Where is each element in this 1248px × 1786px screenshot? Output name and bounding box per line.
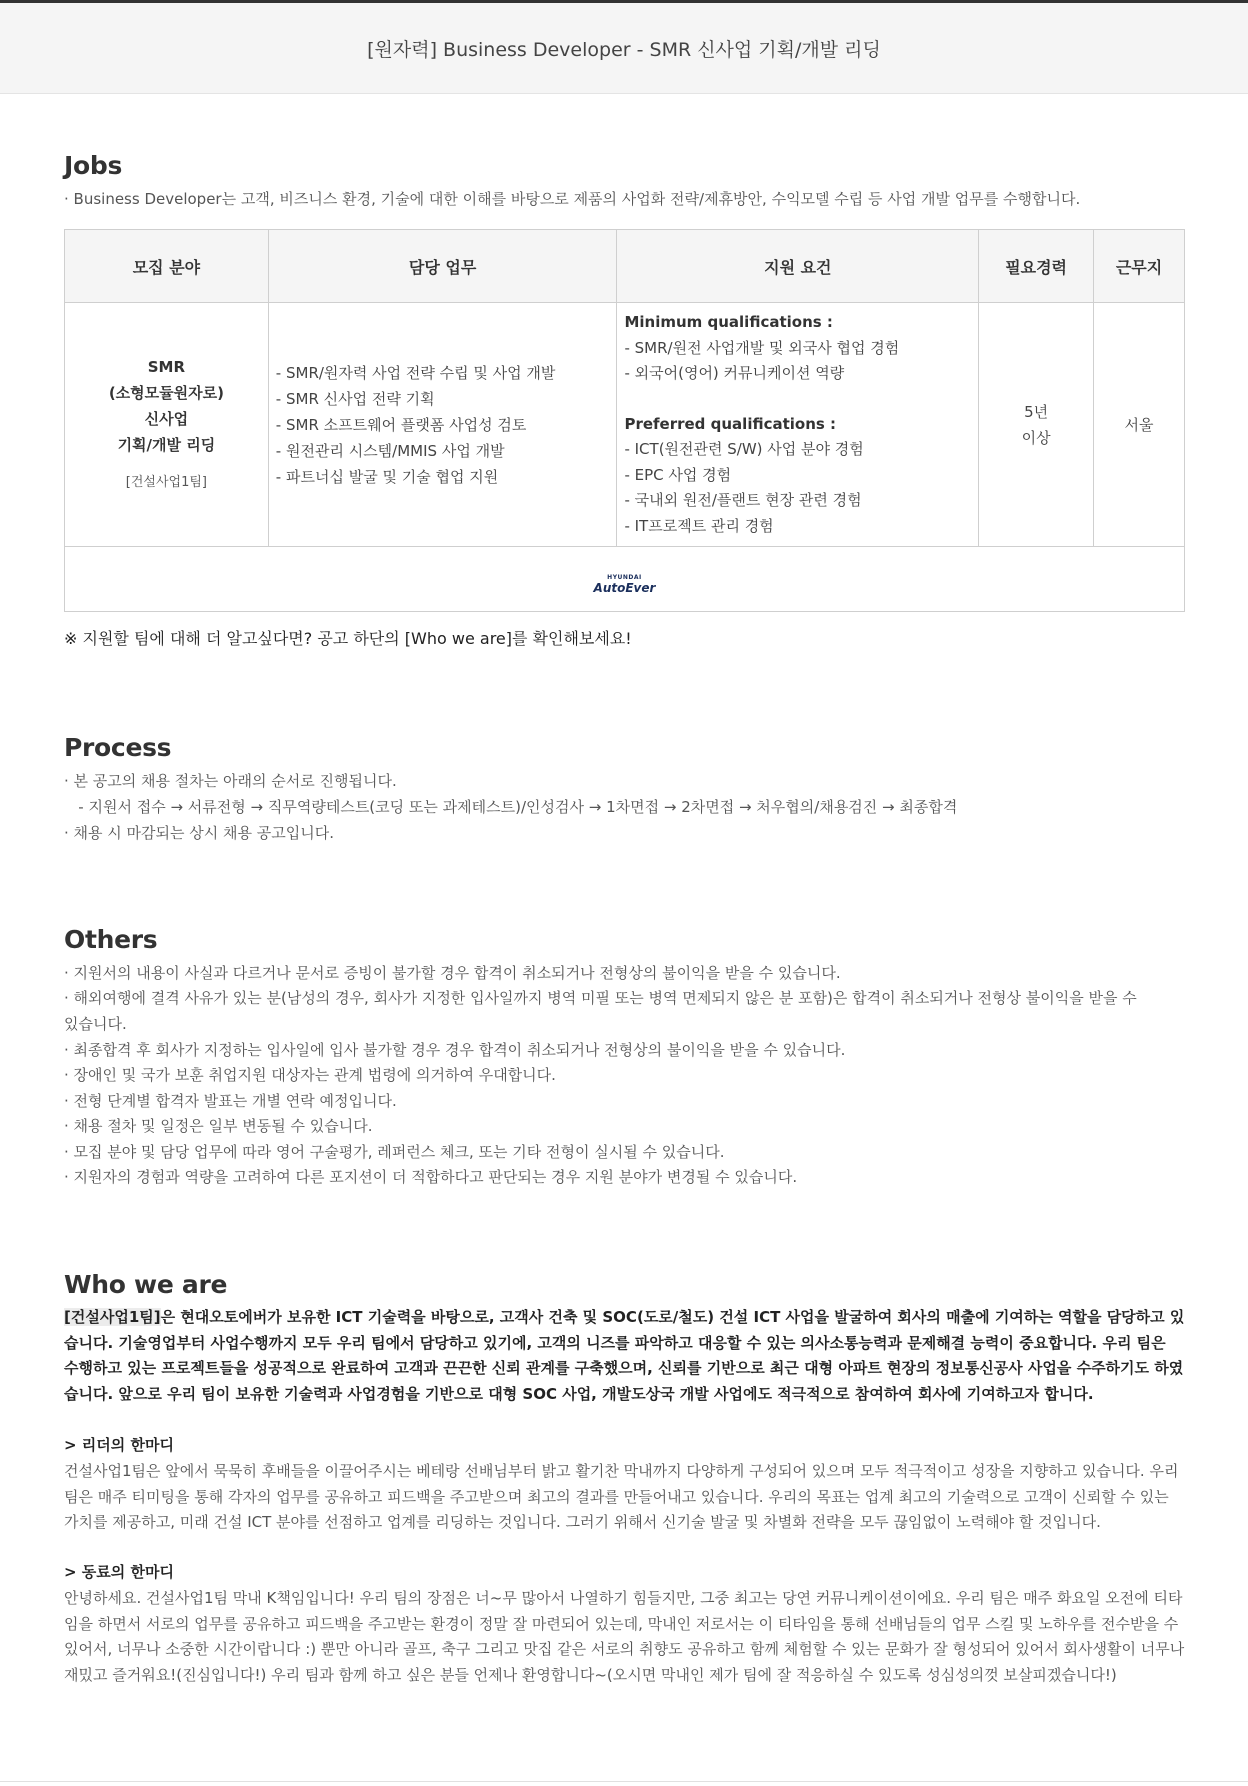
colleague-text: 안녕하세요. 건설사업1팀 막내 K책임입니다! 우리 팀의 장점은 너~무 많아서 나열하기 힘들지만, 그중 최고는 당연 커뮤니케이션이에요. 우리 팀은 매주 화요일 오전에 티타임을 하면서 서로의 업무를 공유하고 피드백을 주고받는 환경이 정말 잘 마련되어 있는데, 막내인 저로서는 이 티타임을 통해 선배님들의 업무 스킬 및 노하우를 전수받을 수 있어서, 너무나 소중한 시간이랍니다 :) 뿐만 아니라 골프, 축구 그리고 맛집 같은 서로의 취향도 공유하고 함께 체험할 수 있는 문화가 잘 형성되어 있어서 회사생활이 너무나 재밌고 즐거워요!(진심입니다!) 우리 팀과 함께 하고 싶은 분들 언제나 환영합니다~(오시면 막내인 제가 팀에 잘 적응하실 수 있도록 성심성의껏 보살피겠습니다!)	[64, 1589, 1185, 1684]
jobs-intro: · Business Developer는 고객, 비즈니스 환경, 기술에 대한 이해를 바탕으로 제품의 사업화 전략/제휴방안, 수익모델 수립 등 사업 개발 업무를 수행합니다.	[64, 190, 1081, 208]
experience-line: 5년	[1024, 402, 1049, 421]
jobs-table	[64, 229, 1185, 612]
process-line: · 채용 시 마감되는 상시 채용 공고입니다.	[64, 824, 334, 842]
team-label: [건설사업1팀]	[125, 474, 207, 490]
process-line: - 지원서 접수 → 서류전형 → 직무역량테스트(코딩 또는 과제테스트)/인성검사 → 1차면접 → 2차면접 → 처우협의/채용검진 → 최종합격	[64, 798, 958, 816]
header-experience: 필요경력	[979, 230, 1094, 303]
leader-title: > 리더의 한마디	[64, 1436, 174, 1454]
logo-main-text: AutoEver	[593, 580, 656, 595]
preferred-qualification-item: - IT프로젝트 관리 경험	[624, 516, 774, 535]
others-line: · 전형 단계별 합격자 발표는 개별 연락 예정입니다.	[64, 1092, 397, 1110]
header-location: 근무지	[1094, 230, 1185, 303]
who-intro	[64, 1305, 1185, 1407]
bottom-divider	[0, 1781, 1248, 1782]
table-row	[65, 303, 1185, 547]
who-intro-text: 은 현대오토에버가 보유한 ICT 기술력을 바탕으로, 고객사 건축 및 SOC(도로/철도) 건설 ICT 사업을 발굴하여 회사의 매출에 기여하는 역할을 담당하고 있습니다. 기술영업부터 사업수행까지 모두 우리 팀에서 담당하고 있기에, 고객의 니즈를 파악하고 대응할 수 있는 의사소통능력과 문제해결 능력이 중요합니다. 우리 팀은 수행하고 있는 프로젝트들을 성공적으로 완료하여 고객과 끈끈한 신뢰 관계를 구축했으며, 신뢰를 기반으로 최근 대형 아파트 현장의 정보통신공사 사업을 수주하기도 하였습니다. 앞으로 우리 팀이 보유한 기술력과 사업경험을 기반으로 대형 SOC 사업, 개발도상국 개발 사업에도 적극적으로 참여하여 회사에 기여하고자 합니다.	[64, 1308, 1185, 1403]
others-line: · 채용 절차 및 일정은 일부 변동될 수 있습니다.	[64, 1117, 373, 1135]
experience-line: 이상	[1021, 428, 1051, 447]
others-line: · 모집 분야 및 담당 업무에 따라 영어 구술평가, 레퍼런스 체크, 또는 기타 전형이 실시될 수 있습니다.	[64, 1143, 725, 1161]
table-header-row	[65, 230, 1185, 303]
page-header	[0, 3, 1248, 94]
min-qualification-item: - SMR/원전 사업개발 및 외국사 협업 경험	[624, 338, 900, 357]
preferred-qualification-item: - EPC 사업 경험	[624, 465, 732, 484]
logo-row	[65, 547, 1185, 612]
others-line: · 장애인 및 국가 보훈 취업지원 대상자는 관계 법령에 의거하여 우대합니다.	[64, 1066, 556, 1084]
others-line: · 해외여행에 결격 사유가 있는 분(남성의 경우, 회사가 지정한 입사일까지 병역 미필 또는 병역 면제되지 않은 분 포함)은 합격이 취소되거나 전형상 불이익을 받을 수	[64, 989, 1137, 1007]
requirements-cell	[617, 303, 979, 547]
leader-text: 건설사업1팀은 앞에서 묵묵히 후배들을 이끌어주시는 베테랑 선배님부터 밝고 활기찬 막내까지 다양하게 구성되어 있으며 모두 적극적이고 성장을 지향하고 있습니다. 우리 팀은 매주 티미팅을 통해 각자의 업무를 공유하고 피드백을 주고받으며 최고의 결과를 만들어내고 있습니다. 우리의 목표는 업계 최고의 기술력으로 고객이 신뢰할 수 있는 가치를 제공하고, 미래 건설 ICT 분야를 선점하고 업계를 리딩하는 것입니다. 그러기 위해서 신기술 발굴 및 차별화 전략을 모두 끊임없이 노력해야 할 것입니다.	[64, 1462, 1179, 1531]
duty-item: - 파트너십 발굴 및 기술 협업 지원	[275, 467, 499, 486]
duty-item: - SMR 신사업 전략 기획	[275, 389, 435, 408]
preferred-qualification-item: - ICT(원전관련 S/W) 사업 분야 경험	[624, 440, 864, 458]
field-line: 기획/개발 리딩	[117, 435, 216, 454]
field-line: 신사업	[144, 409, 189, 428]
preferred-qualifications-title: Preferred qualifications :	[624, 414, 837, 433]
team-tag: [건설사업1팀]	[64, 1308, 161, 1326]
duty-item: - 원전관리 시스템/MMIS 사업 개발	[275, 441, 505, 460]
field-line: SMR	[147, 357, 186, 376]
others-line: 있습니다.	[64, 1015, 127, 1033]
page-title: [원자력] Business Developer - SMR 신사업 기획/개발 리딩	[367, 38, 881, 61]
hyundai-autoever-logo	[594, 575, 656, 594]
who-title: Who we are	[64, 1270, 228, 1299]
min-qualification-item: - 외국어(영어) 커뮤니케이션 역량	[624, 364, 845, 382]
process-line: · 본 공고의 채용 절차는 아래의 순서로 진행됩니다.	[64, 772, 397, 790]
duty-item: - SMR/원자력 사업 전략 수립 및 사업 개발	[275, 363, 556, 382]
preferred-qualification-item: - 국내외 원전/플랜트 현장 관련 경험	[624, 491, 862, 509]
duty-item: - SMR 소프트웨어 플랫폼 사업성 검토	[275, 415, 527, 434]
header-duty: 담당 업무	[268, 230, 617, 303]
header-requirements: 지원 요건	[617, 230, 979, 303]
jobs-title: Jobs	[64, 151, 123, 180]
colleague-title: > 동료의 한마디	[64, 1563, 174, 1581]
others-line: · 지원자의 경험과 역량을 고려하여 다른 포지션이 더 적합하다고 판단되는 경우 지원 분야가 변경될 수 있습니다.	[64, 1168, 798, 1186]
field-cell	[65, 303, 269, 547]
others-line: · 지원서의 내용이 사실과 다르거나 문서로 증빙이 불가할 경우 합격이 취소되거나 전형상의 불이익을 받을 수 있습니다.	[64, 964, 841, 982]
process-title: Process	[64, 733, 172, 762]
field-line: (소형모듈원자로)	[108, 383, 224, 402]
experience-cell	[979, 303, 1094, 547]
others-line: · 최종합격 후 회사가 지정하는 입사일에 입사 불가할 경우 경우 합격이 취소되거나 전형상의 불이익을 받을 수 있습니다.	[64, 1041, 846, 1059]
others-title: Others	[64, 925, 158, 954]
logo-top-text: HYUNDAI	[607, 573, 642, 581]
min-qualifications-title: Minimum qualifications :	[624, 313, 833, 331]
location-cell: 서울	[1094, 303, 1185, 547]
duty-cell	[268, 303, 617, 547]
team-info-note: ※ 지원할 팀에 대해 더 알고싶다면? 공고 하단의 [Who we are]를 확인해보세요!	[64, 629, 632, 648]
header-field: 모집 분야	[65, 230, 269, 303]
